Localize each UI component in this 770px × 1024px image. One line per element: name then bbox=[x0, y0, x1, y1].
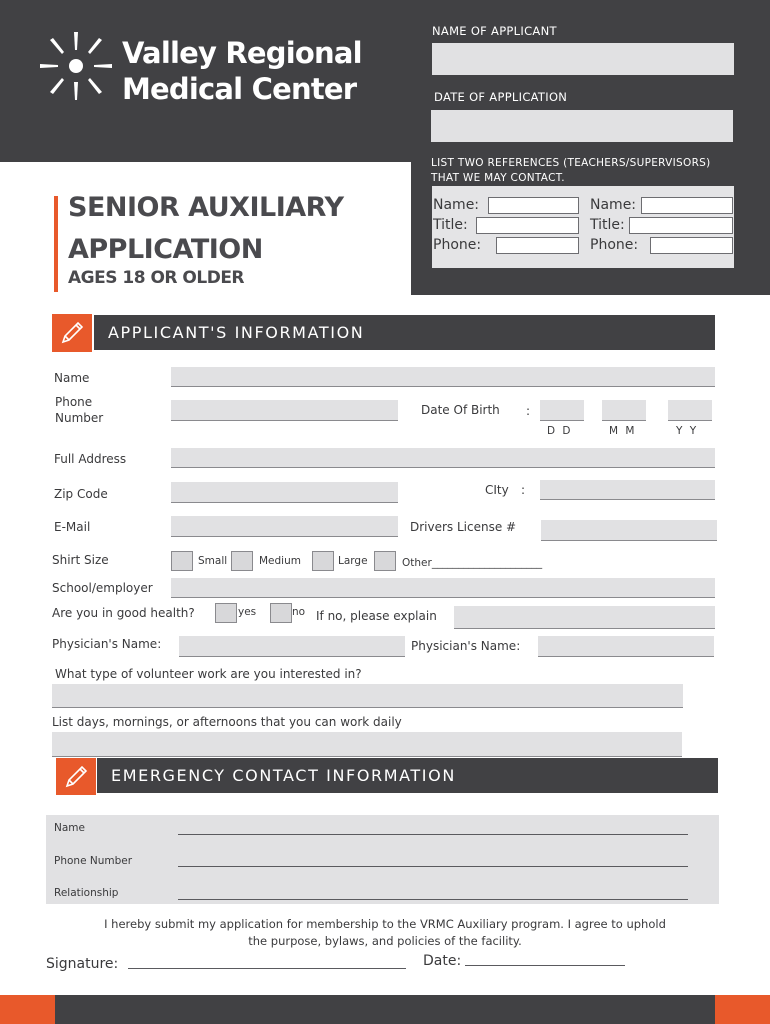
phone-label-line1: Phone bbox=[55, 395, 93, 409]
footer-bar bbox=[55, 995, 715, 1024]
pencil-icon bbox=[56, 758, 96, 795]
shirt-other-label: Other_____________________ bbox=[402, 557, 543, 569]
date-input[interactable] bbox=[465, 950, 625, 966]
emergency-phone-input[interactable] bbox=[178, 852, 688, 867]
ref2-name-label: Name: bbox=[590, 197, 637, 213]
health-yes-checkbox[interactable] bbox=[215, 603, 237, 623]
ref1-title-label: Title: bbox=[433, 217, 468, 233]
email-input[interactable] bbox=[171, 516, 398, 537]
ref2-title-label: Title: bbox=[590, 217, 625, 233]
shirt-medium-label: Medium bbox=[259, 555, 301, 567]
address-label: Full Address bbox=[54, 452, 127, 466]
zip-input[interactable] bbox=[171, 482, 398, 503]
ref2-phone-label: Phone: bbox=[590, 237, 639, 253]
shirt-large-checkbox[interactable] bbox=[312, 551, 334, 571]
star-burst-icon bbox=[38, 30, 114, 102]
emergency-section-heading: EMERGENCY CONTACT INFORMATION bbox=[97, 758, 718, 793]
references-label-line1: LIST TWO REFERENCES (TEACHERS/SUPERVISORS) bbox=[431, 157, 711, 169]
city-label: CIty bbox=[485, 483, 509, 497]
ref1-name-input[interactable] bbox=[488, 197, 579, 214]
days-input[interactable] bbox=[52, 732, 682, 757]
dob-yy-hint: Y Y bbox=[676, 425, 699, 437]
title-line2: APPLICATION bbox=[68, 234, 263, 265]
ref1-name-label: Name: bbox=[433, 197, 480, 213]
dob-label: Date Of Birth bbox=[421, 403, 500, 417]
name-of-applicant-input[interactable] bbox=[432, 43, 734, 75]
physician-name-label-2: Physician's Name: bbox=[411, 639, 521, 653]
title-line1: SENIOR AUXILIARY bbox=[68, 192, 344, 223]
days-label: List days, mornings, or afternoons that you can work daily bbox=[52, 715, 402, 729]
brand-name-line2: Medical Center bbox=[122, 72, 357, 106]
zip-label: Zip Code bbox=[54, 487, 108, 501]
statement-line2: the purpose, bylaws, and policies of the facility. bbox=[248, 934, 522, 948]
ref1-phone-input[interactable] bbox=[496, 237, 579, 254]
city-colon: : bbox=[521, 483, 526, 497]
dob-mm-hint: M M bbox=[609, 425, 637, 437]
emergency-name-label: Name bbox=[54, 822, 85, 834]
brand-name-line1: Valley Regional bbox=[122, 36, 362, 70]
volunteer-input[interactable] bbox=[52, 684, 683, 708]
shirt-large-label: Large bbox=[338, 555, 368, 567]
school-label: School/employer bbox=[52, 581, 153, 595]
emergency-relationship-input[interactable] bbox=[178, 885, 688, 900]
name-of-applicant-label: NAME OF APPLICANT bbox=[432, 24, 557, 38]
date-of-application-input[interactable] bbox=[431, 110, 733, 142]
title-subtitle: AGES 18 OR OLDER bbox=[68, 268, 245, 288]
address-input[interactable] bbox=[171, 448, 715, 468]
name-input[interactable] bbox=[171, 367, 715, 387]
shirt-small-checkbox[interactable] bbox=[171, 551, 193, 571]
references-label-line2: THAT WE MAY CONTACT. bbox=[431, 172, 565, 184]
license-label: Drivers License # bbox=[410, 520, 517, 534]
emergency-phone-label: Phone Number bbox=[54, 855, 133, 867]
applicant-section-heading: APPLICANT'S INFORMATION bbox=[94, 315, 715, 350]
dob-dd-hint: D D bbox=[547, 425, 573, 437]
ref2-name-input[interactable] bbox=[641, 197, 733, 214]
dob-day-input[interactable] bbox=[540, 400, 584, 421]
health-explain-input[interactable] bbox=[454, 606, 715, 629]
email-label: E-Mail bbox=[54, 520, 91, 534]
phone-label-line2: Number bbox=[55, 411, 104, 425]
ref2-phone-input[interactable] bbox=[650, 237, 733, 254]
ref1-title-input[interactable] bbox=[476, 217, 579, 234]
physician-name-label-1: Physician's Name: bbox=[52, 637, 162, 651]
signature-input[interactable] bbox=[128, 953, 406, 969]
date-of-application-label: DATE OF APPLICATION bbox=[434, 90, 568, 104]
health-yes-label: yes bbox=[238, 606, 257, 618]
shirt-size-label: Shirt Size bbox=[52, 553, 109, 567]
ref2-title-input[interactable] bbox=[629, 217, 733, 234]
emergency-relationship-label: Relationship bbox=[54, 887, 119, 899]
health-no-label: no bbox=[292, 606, 306, 618]
health-no-checkbox[interactable] bbox=[270, 603, 292, 623]
name-label: Name bbox=[54, 371, 90, 385]
ref1-phone-label: Phone: bbox=[433, 237, 482, 253]
shirt-medium-checkbox[interactable] bbox=[231, 551, 253, 571]
pencil-icon bbox=[52, 314, 92, 352]
shirt-other-checkbox[interactable] bbox=[374, 551, 396, 571]
title-accent-bar bbox=[54, 196, 58, 292]
physician-name-input-1[interactable] bbox=[179, 636, 405, 657]
volunteer-label: What type of volunteer work are you interested in? bbox=[55, 667, 362, 681]
dob-month-input[interactable] bbox=[602, 400, 646, 421]
health-label: Are you in good health? bbox=[52, 606, 195, 620]
dob-colon: : bbox=[526, 404, 531, 418]
footer-bar-right-accent bbox=[715, 995, 770, 1024]
footer-bar-left-accent bbox=[0, 995, 55, 1024]
license-input[interactable] bbox=[541, 520, 717, 541]
city-input[interactable] bbox=[540, 480, 715, 500]
health-explain-label: If no, please explain bbox=[316, 609, 437, 623]
shirt-small-label: Small bbox=[198, 555, 228, 567]
physician-name-input-2[interactable] bbox=[538, 636, 714, 657]
signature-label: Signature: bbox=[46, 956, 119, 972]
statement-line1: I hereby submit my application for membership to the VRMC Auxiliary program. I agree to uphold bbox=[104, 917, 666, 931]
emergency-name-input[interactable] bbox=[178, 820, 688, 835]
date-label: Date: bbox=[423, 953, 462, 969]
school-input[interactable] bbox=[171, 578, 715, 598]
dob-year-input[interactable] bbox=[668, 400, 712, 421]
phone-input[interactable] bbox=[171, 400, 398, 421]
